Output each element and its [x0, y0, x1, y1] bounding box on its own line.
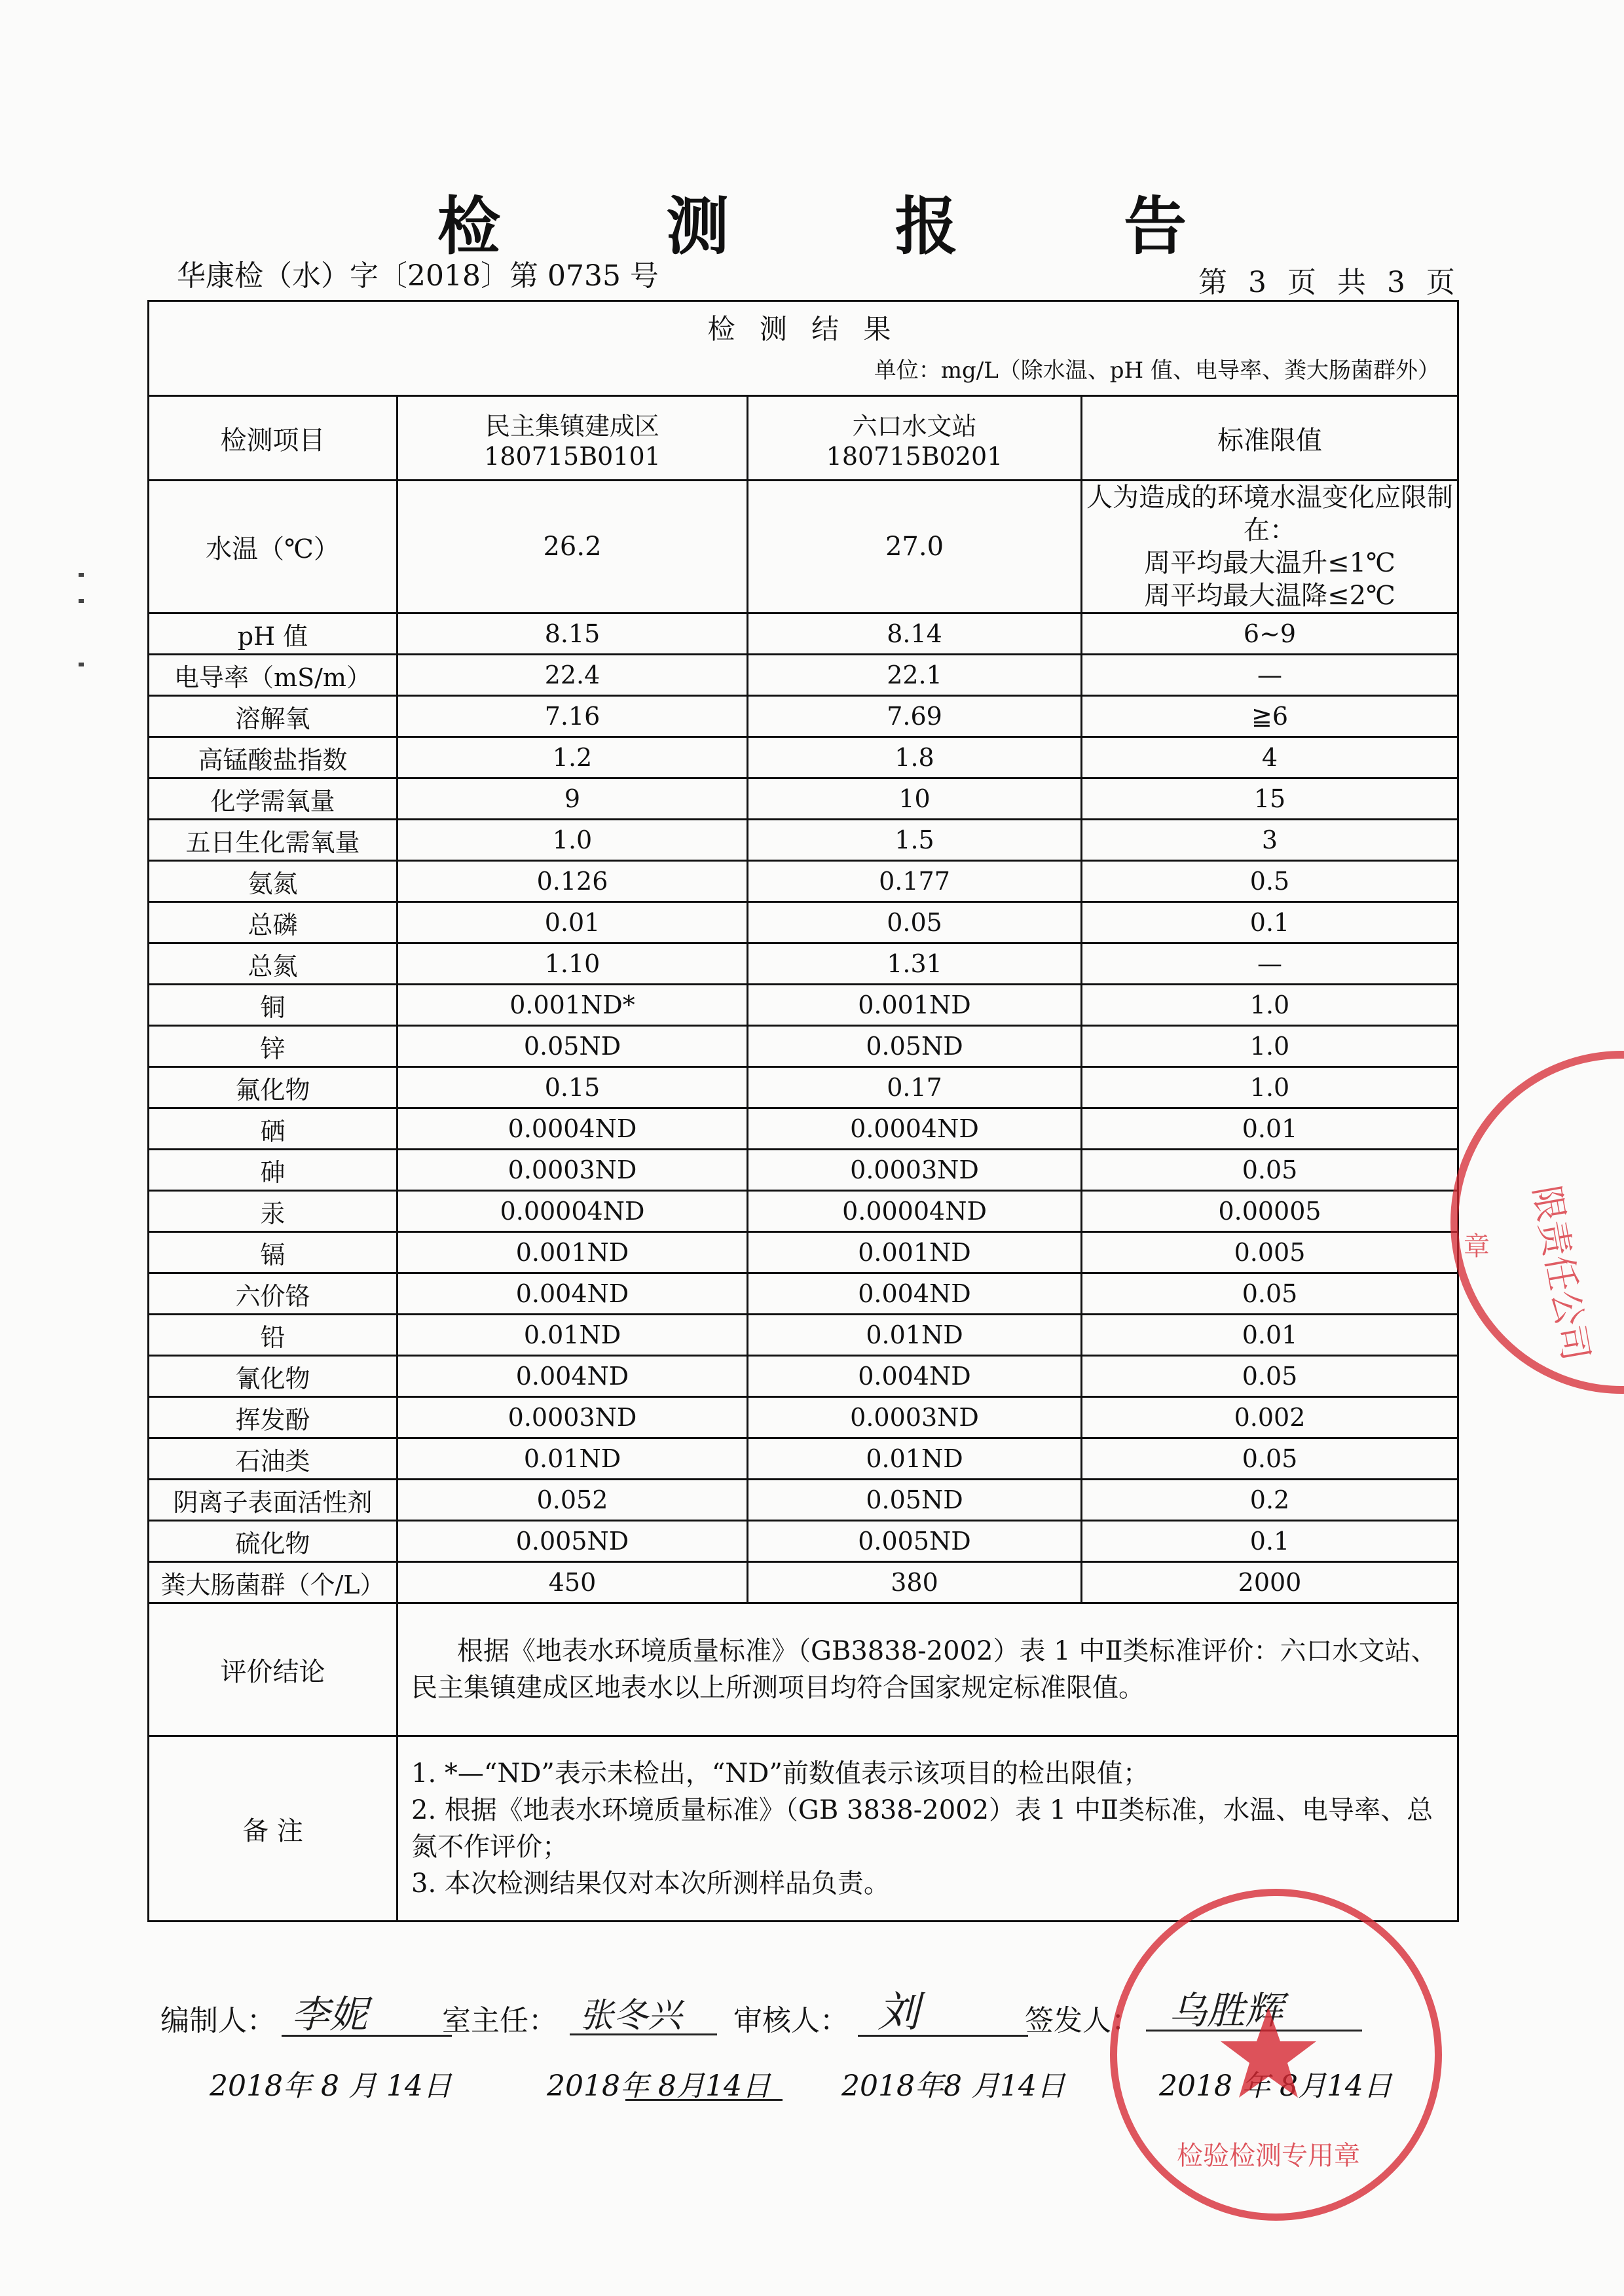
- site2-value: 0.004ND: [748, 1273, 1082, 1315]
- standard-value: 1.0: [1082, 1067, 1458, 1108]
- director-date: 2018年 8月14日: [547, 2069, 771, 2103]
- conclusion-paragraph: 根据《地表水环境质量标准》（GB3838-2002）表 1 中Ⅱ类标准评价：六口水文站、民主集镇建成区地表水以上所测项目均符合国家规定标准限值。: [411, 1636, 1437, 1703]
- site1-value: 7.16: [397, 696, 748, 737]
- site2-value: 0.177: [748, 861, 1082, 902]
- table-row: [149, 1273, 1458, 1315]
- reviewer-date: 2018年8 月14日: [841, 2069, 1065, 2103]
- table-row: [149, 943, 1458, 985]
- table-row: [149, 985, 1458, 1026]
- data-rows: [149, 613, 1458, 1603]
- conclusion-label: 评价结论: [149, 1603, 397, 1736]
- signature-line: [570, 2033, 717, 2035]
- standard-value: 0.05: [1082, 1273, 1458, 1315]
- standard-value: —: [1082, 943, 1458, 985]
- standard-value: [1082, 481, 1458, 613]
- site2-value: 27.0: [748, 481, 1082, 613]
- column-header-item: 检测项目: [149, 396, 397, 481]
- site1-value: 0.005ND: [397, 1521, 748, 1562]
- standard-line: 周平均最大温升≤1℃: [1144, 548, 1395, 578]
- standard-value: 0.01: [1082, 1108, 1458, 1150]
- item-name: 汞: [149, 1191, 397, 1232]
- site1-value: 1.2: [397, 737, 748, 778]
- binding-mark: [79, 573, 84, 577]
- item-name: 砷: [149, 1150, 397, 1191]
- site1-value: 1.0: [397, 820, 748, 861]
- column-header-standard: 标准限值: [1082, 396, 1458, 481]
- standard-value: 0.05: [1082, 1438, 1458, 1480]
- site1-name: 民主集镇建成区: [485, 411, 659, 441]
- director-signature: 张冬兴: [580, 1996, 682, 2035]
- site2-value: 0.00004ND: [748, 1191, 1082, 1232]
- binding-mark: [79, 599, 84, 603]
- site1-value: 0.00004ND: [397, 1191, 748, 1232]
- item-name: 石油类: [149, 1438, 397, 1480]
- table-row: [149, 861, 1458, 902]
- site2-value: 0.001ND: [748, 985, 1082, 1026]
- standard-value: 15: [1082, 778, 1458, 820]
- page-indicator: 第 3 页 共 3 页: [1198, 266, 1455, 299]
- standard-value: 0.01: [1082, 1315, 1458, 1356]
- site2-value: 0.05ND: [748, 1026, 1082, 1067]
- note-item: 3. 本次检测结果仅对本次所测样品负责。: [411, 1868, 890, 1899]
- standard-value: 1.0: [1082, 1026, 1458, 1067]
- site2-value: 0.004ND: [748, 1356, 1082, 1397]
- standard-value: —: [1082, 655, 1458, 696]
- issuer-signature: 乌胜辉: [1169, 1988, 1283, 2033]
- table-row: [149, 820, 1458, 861]
- table-row: [149, 1397, 1458, 1438]
- conclusion-row: [149, 1603, 1458, 1736]
- issuer-label: 签发人：: [1025, 2004, 1140, 2037]
- table-row: [149, 696, 1458, 737]
- item-name: 六价铬: [149, 1273, 397, 1315]
- issuer-date: 2018 年 8月14日: [1159, 2069, 1392, 2103]
- site1-value: 0.01ND: [397, 1315, 748, 1356]
- reviewer-label: 审核人：: [733, 2004, 849, 2037]
- note-item: 2. 根据《地表水环境质量标准》（GB 3838-2002）表 1 中Ⅱ类标准，水温、电导率、总氮不作评价；: [411, 1795, 1433, 1862]
- conclusion-text: [397, 1603, 1458, 1736]
- table-row: [149, 1067, 1458, 1108]
- item-name: 铅: [149, 1315, 397, 1356]
- site2-value: 0.17: [748, 1067, 1082, 1108]
- standard-value: 0.005: [1082, 1232, 1458, 1273]
- results-table: [147, 300, 1459, 1922]
- standard-value: ≧6: [1082, 696, 1458, 737]
- table-row: [149, 1232, 1458, 1273]
- standard-value: 1.0: [1082, 985, 1458, 1026]
- site2-value: 0.005ND: [748, 1521, 1082, 1562]
- site1-value: 0.15: [397, 1067, 748, 1108]
- seal-text: 限责任公司: [1525, 1182, 1597, 1364]
- seal-star-art: [1117, 1896, 1420, 2199]
- standard-value: 0.05: [1082, 1356, 1458, 1397]
- table-row: [149, 613, 1458, 655]
- item-name: pH 值: [149, 613, 397, 655]
- table-row: [149, 1191, 1458, 1232]
- item-name: 氨氮: [149, 861, 397, 902]
- site1-value: 0.052: [397, 1480, 748, 1521]
- table-row: [149, 1026, 1458, 1067]
- site1-value: 450: [397, 1562, 748, 1603]
- site2-value: 10: [748, 778, 1082, 820]
- site2-name: 六口水文站: [852, 411, 977, 441]
- table-row: [149, 481, 1458, 613]
- site2-value: 0.001ND: [748, 1232, 1082, 1273]
- item-name: 氰化物: [149, 1356, 397, 1397]
- site1-value: 0.01: [397, 902, 748, 943]
- item-name: 总氮: [149, 943, 397, 985]
- table-row: [149, 1562, 1458, 1603]
- star-icon: [1221, 2007, 1316, 2098]
- site2-code: 180715B0201: [826, 441, 1003, 471]
- site1-code: 180715B0101: [484, 441, 661, 471]
- site2-value: 7.69: [748, 696, 1082, 737]
- standard-value: 0.00005: [1082, 1191, 1458, 1232]
- table-row: [149, 1150, 1458, 1191]
- notes-label: 备 注: [149, 1736, 397, 1922]
- column-header-site1: [397, 396, 748, 481]
- table-row: [149, 1480, 1458, 1521]
- site1-value: 26.2: [397, 481, 748, 613]
- site1-value: 9: [397, 778, 748, 820]
- seal-text-art: [1458, 1059, 1624, 1370]
- standard-value: 3: [1082, 820, 1458, 861]
- site1-value: 0.001ND*: [397, 985, 748, 1026]
- site2-value: 0.01ND: [748, 1438, 1082, 1480]
- report-title: 检 测 报 告: [437, 189, 1259, 263]
- item-name: 镉: [149, 1232, 397, 1273]
- compiler-date: 2018年 8 月 14日: [210, 2069, 452, 2103]
- results-title: 检 测 结 果: [707, 312, 899, 345]
- director-label: 室主任：: [442, 2004, 557, 2037]
- site1-value: 0.0003ND: [397, 1397, 748, 1438]
- column-header-row: [149, 396, 1458, 481]
- standard-value: 0.1: [1082, 902, 1458, 943]
- company-seal-right: [1450, 1051, 1624, 1394]
- table-row: [149, 778, 1458, 820]
- site2-value: 380: [748, 1562, 1082, 1603]
- site2-value: 0.05ND: [748, 1480, 1082, 1521]
- standard-value: 4: [1082, 737, 1458, 778]
- item-name: 总磷: [149, 902, 397, 943]
- binding-mark: [79, 663, 84, 666]
- item-name: 电导率（mS/m）: [149, 655, 397, 696]
- site1-value: 0.01ND: [397, 1438, 748, 1480]
- inspection-seal: [1110, 1889, 1442, 2221]
- site1-value: 0.126: [397, 861, 748, 902]
- compiler-signature: 李妮: [291, 1992, 368, 2037]
- table-row: [149, 1521, 1458, 1562]
- site1-value: 1.10: [397, 943, 748, 985]
- site2-value: 1.31: [748, 943, 1082, 985]
- signature-line: [858, 2035, 1028, 2037]
- unit-note: 单位：mg/L（除水温、pH 值、电导率、粪大肠菌群外）: [874, 357, 1441, 384]
- item-name: 铜: [149, 985, 397, 1026]
- table-row: [149, 1315, 1458, 1356]
- seal-small-text: 章: [1464, 1231, 1490, 1262]
- item-name: 硫化物: [149, 1521, 397, 1562]
- table-row: [149, 1108, 1458, 1150]
- item-name: 氟化物: [149, 1067, 397, 1108]
- site1-value: 0.004ND: [397, 1273, 748, 1315]
- item-name: 溶解氧: [149, 696, 397, 737]
- site1-value: 0.0003ND: [397, 1150, 748, 1191]
- results-header: [149, 301, 1458, 396]
- standard-value: 0.002: [1082, 1397, 1458, 1438]
- reviewer-signature: 刘: [877, 1988, 919, 2037]
- standard-value: 0.5: [1082, 861, 1458, 902]
- table-row: [149, 1438, 1458, 1480]
- site2-value: 1.5: [748, 820, 1082, 861]
- standard-line: 周平均最大温降≤2℃: [1144, 581, 1395, 611]
- item-name: 五日生化需氧量: [149, 820, 397, 861]
- site2-value: 0.0003ND: [748, 1150, 1082, 1191]
- standard-value: 0.1: [1082, 1521, 1458, 1562]
- site2-value: 1.8: [748, 737, 1082, 778]
- site2-value: 0.05: [748, 902, 1082, 943]
- site1-value: 0.001ND: [397, 1232, 748, 1273]
- note-item: 1. *—“ND”表示未检出，“ND”前数值表示该项目的检出限值；: [411, 1758, 1149, 1789]
- item-name: 挥发酚: [149, 1397, 397, 1438]
- site1-value: 8.15: [397, 613, 748, 655]
- table-row: [149, 737, 1458, 778]
- standard-value: 0.2: [1082, 1480, 1458, 1521]
- standard-value: 0.05: [1082, 1150, 1458, 1191]
- site2-value: 8.14: [748, 613, 1082, 655]
- table-row: [149, 902, 1458, 943]
- item-name: 水温（℃）: [149, 481, 397, 613]
- site2-value: 0.01ND: [748, 1315, 1082, 1356]
- site1-value: 22.4: [397, 655, 748, 696]
- standard-value: 6~9: [1082, 613, 1458, 655]
- site2-value: 0.0004ND: [748, 1108, 1082, 1150]
- item-name: 硒: [149, 1108, 397, 1150]
- table-row: [149, 1356, 1458, 1397]
- seal-text: 检验检测专用章: [1177, 2141, 1360, 2171]
- item-name: 锌: [149, 1026, 397, 1067]
- site2-value: 22.1: [748, 655, 1082, 696]
- table-row: [149, 655, 1458, 696]
- compiler-label: 编制人：: [160, 2004, 276, 2037]
- site1-value: 0.004ND: [397, 1356, 748, 1397]
- item-name: 化学需氧量: [149, 778, 397, 820]
- site1-value: 0.0004ND: [397, 1108, 748, 1150]
- standard-line: 人为造成的环境水温变化应限制在：: [1086, 483, 1453, 545]
- site2-value: 0.0003ND: [748, 1397, 1082, 1438]
- signature-line: [282, 2035, 452, 2037]
- column-header-site2: [748, 396, 1082, 481]
- date-line: [625, 2099, 783, 2101]
- site1-value: 0.05ND: [397, 1026, 748, 1067]
- item-name: 粪大肠菌群（个/L）: [149, 1562, 397, 1603]
- item-name: 阴离子表面活性剂: [149, 1480, 397, 1521]
- item-name: 高锰酸盐指数: [149, 737, 397, 778]
- document-number: 华康检（水）字〔2018〕第 0735 号: [177, 259, 659, 293]
- standard-value: 2000: [1082, 1562, 1458, 1603]
